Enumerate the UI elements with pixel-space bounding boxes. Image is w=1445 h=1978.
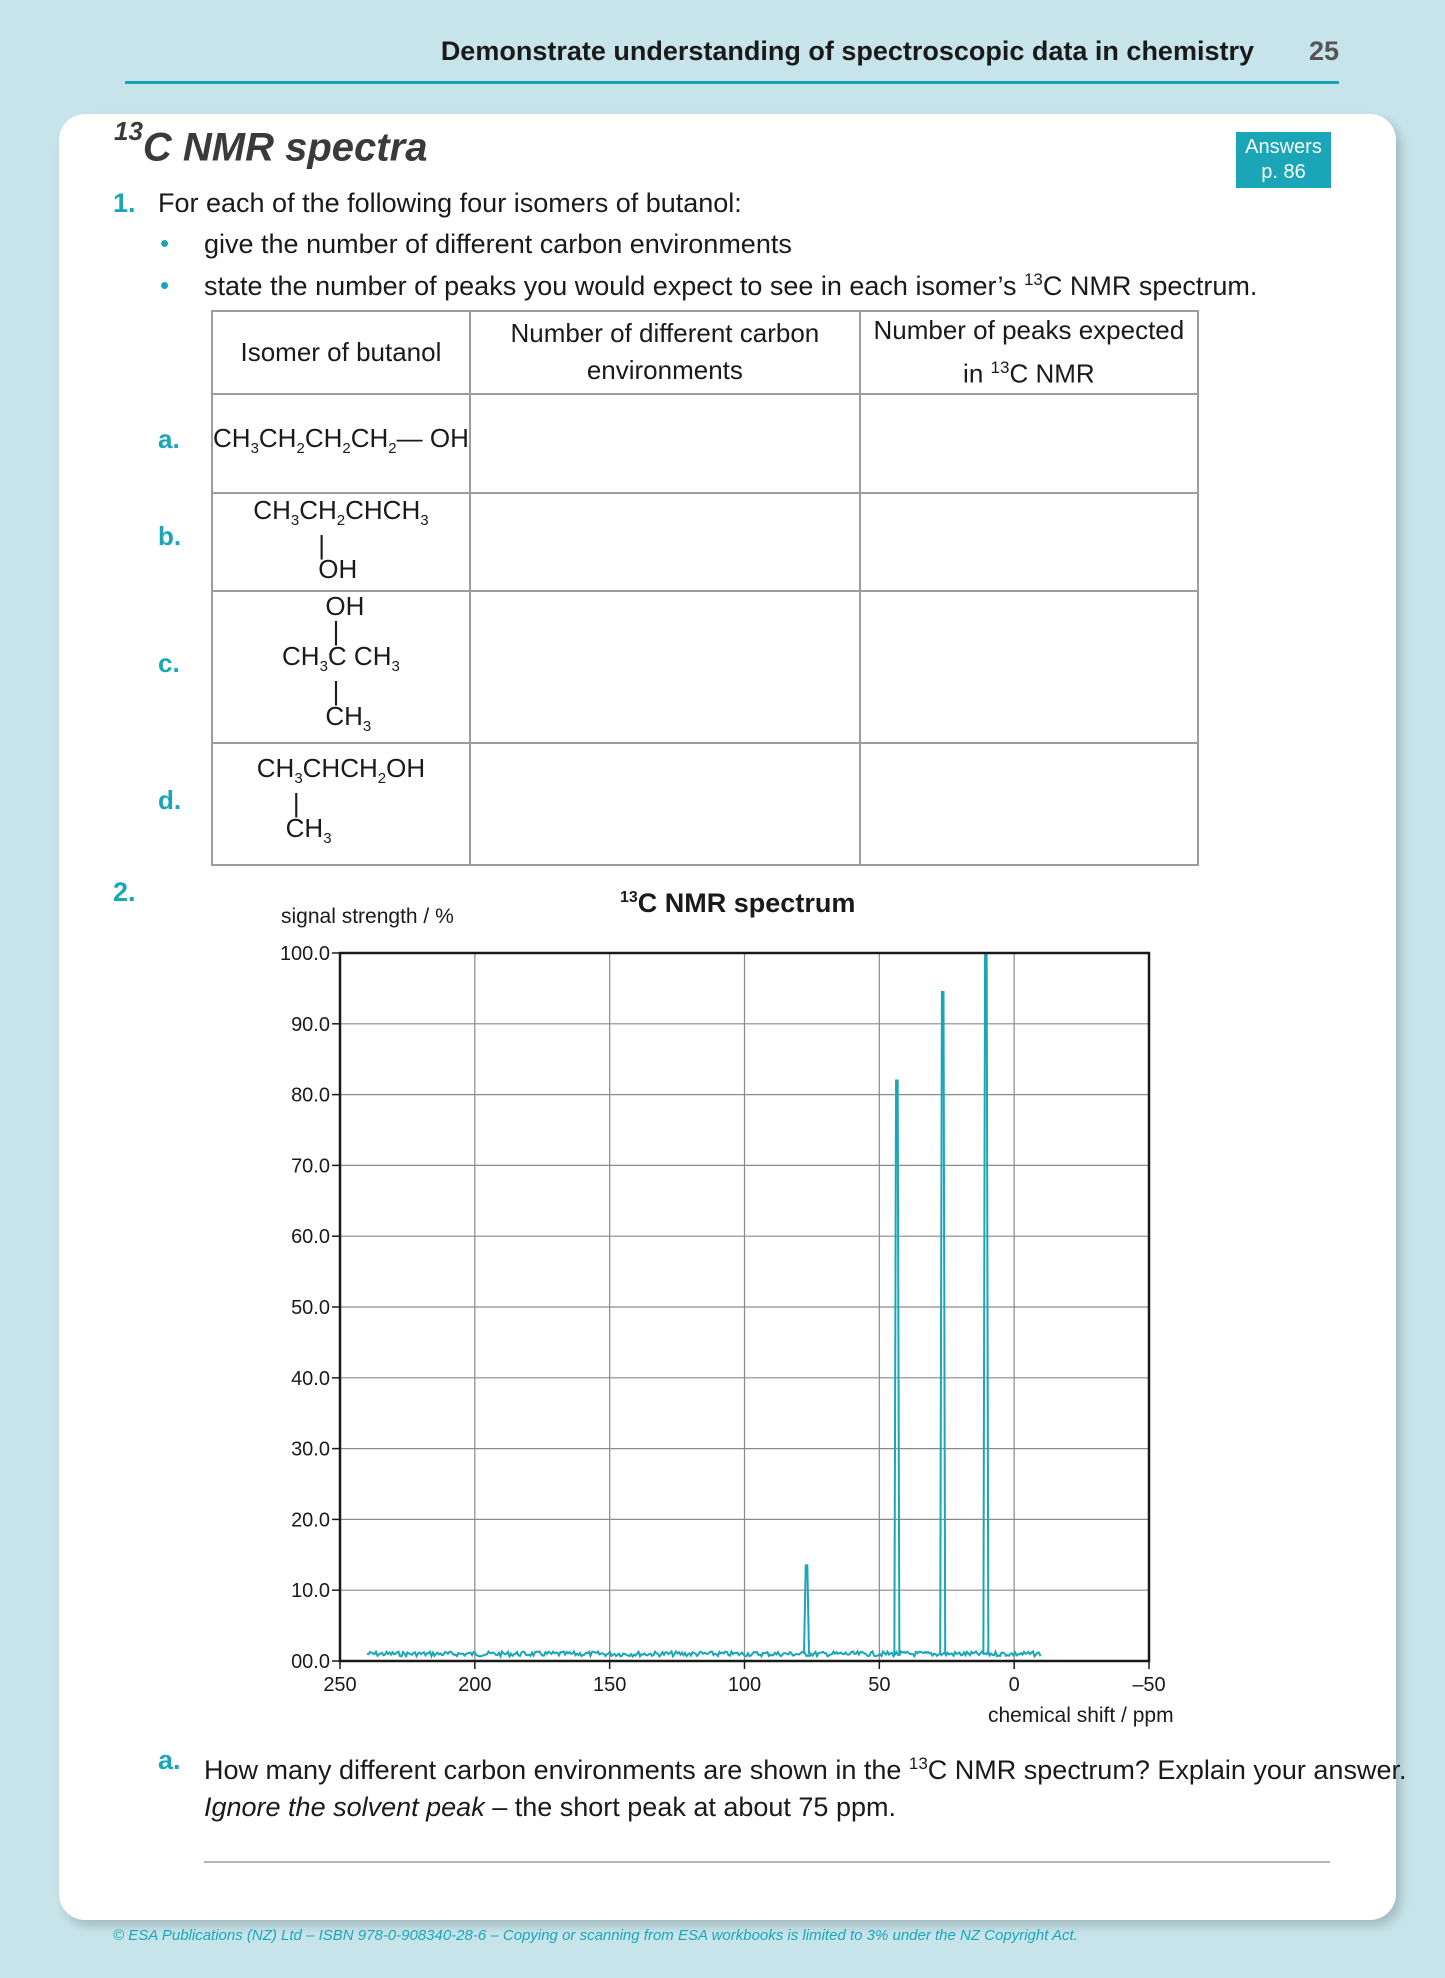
spectrum-peak xyxy=(894,1080,899,1653)
question-1-bullet-1: give the number of different carbon environments xyxy=(204,229,792,259)
structural-formula: OH | $CH_3C$ $CH_3$ | $CH_3$ xyxy=(282,590,400,736)
table-header-row xyxy=(212,311,1198,394)
table-row xyxy=(212,743,1198,865)
chart-title: $^{13}$C NMR spectrum xyxy=(620,888,856,918)
y-tick-label: 10.0 xyxy=(291,1580,330,1603)
environments-answer-cell[interactable] xyxy=(470,743,860,865)
question-2-number: 2. xyxy=(113,877,136,907)
bullet-icon: • xyxy=(160,228,170,258)
table-row xyxy=(212,591,1198,743)
table-row xyxy=(212,493,1198,591)
structural-formula: $CH_3CH_2CH_2CH_2—$ OH xyxy=(213,422,469,457)
page-number: 25 xyxy=(1308,36,1339,66)
peaks-answer-cell[interactable] xyxy=(860,493,1198,591)
chart-x-axis-label: chemical shift / ppm xyxy=(988,1704,1174,1727)
x-tick-label: 50 xyxy=(868,1674,891,1696)
peaks-answer-cell[interactable] xyxy=(860,591,1198,743)
part-a-letter: a. xyxy=(158,1745,181,1775)
nmr-spectrum-chart xyxy=(250,935,1200,1705)
row-letter-c: c. xyxy=(158,648,180,678)
x-tick-label: –50 xyxy=(1132,1674,1166,1696)
x-tick-label: 200 xyxy=(458,1674,492,1696)
y-tick-label: 90.0 xyxy=(291,1013,330,1036)
x-tick-label: 100 xyxy=(727,1674,762,1696)
y-tick-label: 00.0 xyxy=(291,1651,330,1673)
y-tick-label: 60.0 xyxy=(291,1226,330,1249)
structural-formula: $CH_3CH_2CHCH_3$ | OH xyxy=(253,495,429,585)
isomer-formula-c xyxy=(212,591,470,743)
answer-line[interactable] xyxy=(204,1861,1330,1863)
question-1-bullet-2: state the number of peaks you would expect to see in each isomer’s $^{13}$C NMR spectrum. xyxy=(204,270,1258,301)
isomer-formula-d xyxy=(212,743,470,865)
spectrum-peak xyxy=(940,992,945,1654)
table-row xyxy=(212,394,1198,493)
environments-answer-cell[interactable] xyxy=(470,591,860,743)
y-tick-label: 40.0 xyxy=(291,1367,330,1390)
answers-badge[interactable]: Answers p. 86 xyxy=(1236,132,1331,188)
row-letter-d: d. xyxy=(158,785,182,815)
running-header xyxy=(125,30,1339,84)
question-1-intro: For each of the following four isomers of butanol: xyxy=(158,188,742,218)
running-header-title: Demonstrate understanding of spectroscopic data in chemistry xyxy=(440,36,1254,66)
row-letter-b: b. xyxy=(158,521,182,551)
x-tick-label: 150 xyxy=(592,1674,627,1696)
y-tick-label: 30.0 xyxy=(291,1438,330,1461)
copyright-footer: © ESA Publications (NZ) Ltd – ISBN 978-0-908340-28-6 – Copying or scanning from ESA workbooks is limited to 3% under the NZ Copyright Act. xyxy=(113,1927,1078,1944)
question-1-number: 1. xyxy=(113,188,136,218)
x-tick-label: 250 xyxy=(323,1674,357,1696)
isomer-formula-a xyxy=(212,394,470,493)
row-letter-a: a. xyxy=(158,424,180,454)
y-tick-label: 50.0 xyxy=(291,1297,330,1319)
solvent-peak xyxy=(804,1565,809,1654)
isomer-table xyxy=(211,310,1199,866)
structural-formula: $CH_3CHCH_2OH$ | $CH_3$ xyxy=(256,752,426,848)
y-tick-label: 70.0 xyxy=(291,1155,330,1178)
y-tick-label: 100.0 xyxy=(279,943,330,965)
peaks-answer-cell[interactable] xyxy=(860,743,1198,865)
col-header-environments: Number of different carbon environments xyxy=(470,311,860,394)
question-2a-text: How many different carbon environments are shown in the $^{13}$C NMR spectrum? Explain your answer. Ignore the solvent peak – the short peak at about 75 ppm. xyxy=(204,1754,1407,1822)
y-tick-label: 80.0 xyxy=(291,1084,330,1107)
col-header-isomer: Isomer of butanol xyxy=(212,311,470,394)
section-title: $^{13}$C NMR spectra xyxy=(114,116,428,170)
spectrum-peak xyxy=(983,953,988,1654)
chart-y-axis-label: signal strength / % xyxy=(281,905,454,928)
y-tick-label: 20.0 xyxy=(291,1509,330,1532)
environments-answer-cell[interactable] xyxy=(470,493,860,591)
bullet-icon: • xyxy=(160,270,170,300)
peaks-answer-cell[interactable] xyxy=(860,394,1198,493)
environments-answer-cell[interactable] xyxy=(470,394,860,493)
isomer-formula-b xyxy=(212,493,470,591)
x-tick-label: 0 xyxy=(1008,1674,1020,1696)
col-header-peaks: Number of peaks expected in $^{13}$C NMR xyxy=(860,311,1198,394)
